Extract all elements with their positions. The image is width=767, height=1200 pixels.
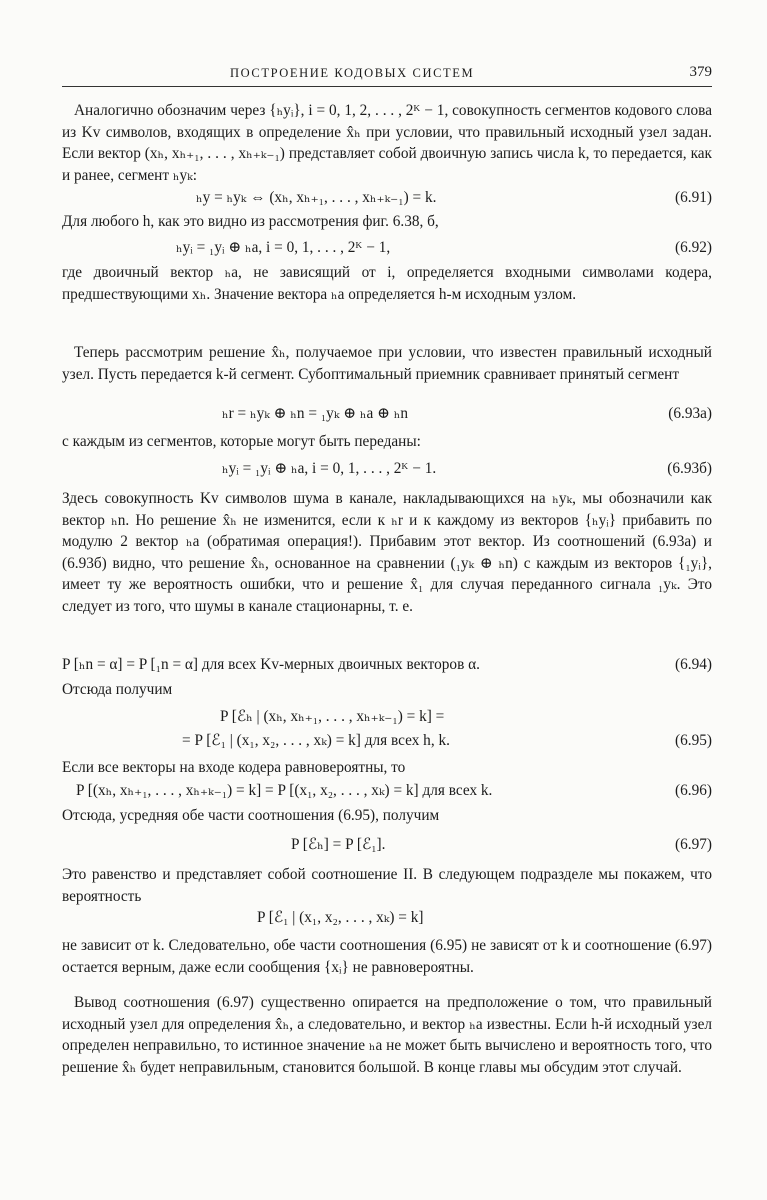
paragraph-1: Аналогично обозначим через {ₕyᵢ}, i = 0, 1, 2, . . . , 2ᴷ − 1, совокупность сегментов кодового слова из Kv символов, входящих в определение x̂ₕ при условии, что правильный исходный узел задан. Если вектор (xₕ, xₕ₊₁, . . . , xₕ₊ₖ₋₁) представляет собой двоичную запись числа k, то передается, как и ранее, сегмент ₕyₖ: (62, 102, 712, 184)
equation-body: P [(xₕ, xₕ₊₁, . . . , xₕ₊ₖ₋₁) = k] = P [(x₁, x₂, . . . , xₖ) = k] для всех k. (76, 782, 493, 799)
paragraph-7: Отсюда получим (62, 681, 173, 698)
page-number: 379 (689, 64, 712, 80)
paragraph-10: Это равенство и представляет собой соотношение II. В следующем подразделе мы покажем, что вероятность (62, 866, 712, 905)
paragraph-3: где двоичный вектор ₕa, не зависящий от i, определяется входными символами кодера, предшествующими xₕ. Значение вектора ₕa определяется h-м исходным узлом. (62, 264, 712, 303)
paragraph-6: Здесь совокупность Kv символов шума в канале, накладывающихся на ₕyₖ, мы обозначили как вектор ₕn. Но решение x̂ₕ не изменится, если к ₕr и к каждому из векторов {ₕyᵢ} прибавить по модулю 2 вектор ₕa (обратимая операция!). Прибавим этот вектор. Из соотношений (6.93а) и (6.93б) видно, что решение x̂ₕ, основанное на сравнении (₁yₖ ⊕ ₕn) с каждым из векторов {₁yᵢ}, имеет ту же вероятность ошибки, что и решение x̂₁ для случая переданного сигнала ₁yₖ. Это следует из того, что шумы в канале стационарны, т. е. (62, 490, 712, 615)
equation-body: P [ℰₕ] = P [ℰ₁]. (291, 836, 386, 853)
equation-body: ₕy = ₕyₖ ⇔ (xₕ, xₕ₊₁, . . . , xₕ₊ₖ₋₁) = k. (196, 189, 437, 206)
equation-6-92 (62, 237, 712, 259)
equation-number: (6.96) (675, 782, 712, 799)
equation-6-91 (62, 187, 712, 209)
equation-body: P [ℰ₁ | (x₁, x₂, . . . , xₖ) = k] (257, 909, 424, 926)
paragraph-9: Отсюда, усредняя обе части соотношения (6.95), получим (62, 807, 440, 824)
paragraph-2: Для любого h, как это видно из рассмотрения фиг. 6.38, б, (62, 213, 439, 230)
equation-probability (62, 907, 712, 929)
equation-body: P [ₕn = α] = P [₁n = α] для всех Kv-мерных двоичных векторов α. (62, 656, 480, 673)
paragraph-12: Вывод соотношения (6.97) существенно опирается на предположение о том, что правильный исходный узел для определения x̂ₕ, а следовательно, и вектор ₕa известны. Если h-й исходный узел определен неправильно, то истинное значение ₕa не может быть вычислено и вероятность того, что решение x̂ₕ будет неправильным, становится большой. В конце главы мы обсудим этот случай. (62, 994, 712, 1076)
equation-6-95-line-2 (62, 730, 712, 752)
running-header (62, 64, 712, 87)
equation-body: ₕr = ₕyₖ ⊕ ₕn = ₁yₖ ⊕ ₕa ⊕ ₕn (222, 405, 409, 422)
paragraph-8: Если все векторы на входе кодера равновероятны, то (62, 759, 406, 776)
equation-number: (6.93а) (668, 405, 712, 422)
paragraph-4: Теперь рассмотрим решение x̂ₕ, получаемое при условии, что известен правильный исходный узел. Пусть передается k-й сегмент. Субоптимальный приемник сравнивает принятый сегмент (62, 344, 712, 383)
equation-number: (6.91) (675, 189, 712, 206)
equation-body: = P [ℰ₁ | (x₁, x₂, . . . , xₖ) = k] для всех h, k. (182, 732, 450, 749)
equation-number: (6.92) (675, 239, 712, 256)
equation-body: ₕyᵢ = ₁yᵢ ⊕ ₕa, i = 0, 1, . . . , 2ᴷ − 1, (176, 239, 391, 256)
equation-number: (6.93б) (667, 460, 712, 477)
equation-number: (6.94) (675, 656, 712, 673)
equation-6-93a (62, 403, 712, 425)
running-title: ПОСТРОЕНИЕ КОДОВЫХ СИСТЕМ (230, 66, 475, 80)
paragraph-5: с каждым из сегментов, которые могут быть переданы: (62, 433, 421, 450)
equation-number: (6.97) (675, 836, 712, 853)
equation-6-94 (62, 654, 712, 676)
equation-6-96 (62, 780, 712, 802)
equation-body: ₕyᵢ = ₁yᵢ ⊕ ₕa, i = 0, 1, . . . , 2ᴷ − 1. (222, 460, 437, 477)
equation-number: (6.95) (675, 732, 712, 749)
equation-6-93b (62, 458, 712, 480)
equation-6-97 (62, 834, 712, 856)
equation-6-95-line-1 (62, 706, 712, 728)
equation-body: P [ℰₕ | (xₕ, xₕ₊₁, . . . , xₕ₊ₖ₋₁) = k] = (220, 708, 445, 725)
paragraph-11: не зависит от k. Следовательно, обе части соотношения (6.95) не зависят от k и соотношение (6.97) остается верным, даже если сообщения {xᵢ} не равновероятны. (62, 937, 712, 976)
